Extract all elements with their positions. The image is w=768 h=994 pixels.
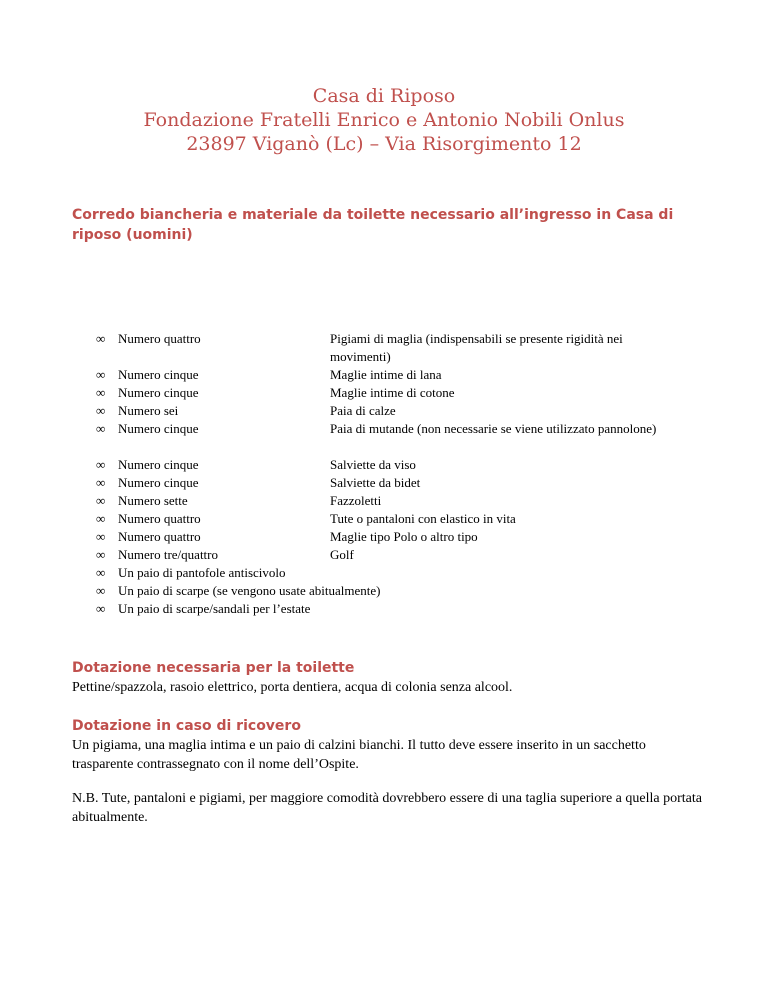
item-description: Salviette da viso xyxy=(330,457,416,472)
toilette-section-text: Pettine/spazzola, rasoio elettrico, porta dentiera, acqua di colonia senza alcool. xyxy=(72,680,513,695)
bullet-icon: ∞ xyxy=(96,457,106,472)
item-quantity: Un paio di scarpe/sandali per l’estate xyxy=(118,601,311,616)
item-description: Maglie tipo Polo o altro tipo xyxy=(330,529,478,544)
document-header xyxy=(0,84,768,156)
item-description: Maglie intime di cotone xyxy=(330,385,455,400)
bullet-icon: ∞ xyxy=(96,403,106,418)
list-item xyxy=(96,546,736,564)
list-item xyxy=(96,582,736,600)
item-quantity: Numero quattro xyxy=(118,511,201,526)
hospital-section-text: Un pigiama, una maglia intima e un paio di calzini bianchi. Il tutto deve essere inserito in un sacchetto trasparente contrassegnato con il nome dell’Ospite. xyxy=(72,738,646,772)
list-item xyxy=(96,492,736,510)
item-description: Salviette da bidet xyxy=(330,475,421,490)
header-line-3: 23897 Viganò (Lc) – Via Risorgimento 12 xyxy=(186,133,582,155)
bullet-icon: ∞ xyxy=(96,367,106,382)
list-item xyxy=(96,456,736,474)
list-item xyxy=(96,366,736,384)
list-item xyxy=(96,402,736,420)
item-quantity: Numero cinque xyxy=(118,457,199,472)
list-item xyxy=(96,420,736,456)
bullet-icon: ∞ xyxy=(96,421,106,436)
bullet-icon: ∞ xyxy=(96,385,106,400)
item-quantity: Numero cinque xyxy=(118,475,199,490)
bullet-icon: ∞ xyxy=(96,583,106,598)
items-list xyxy=(96,330,736,618)
list-item xyxy=(96,600,736,618)
list-item xyxy=(96,510,736,528)
list-item xyxy=(96,330,736,366)
note-text: N.B. Tute, pantaloni e pigiami, per maggiore comodità dovrebbero essere di una taglia superiore a quella portata abitualmente. xyxy=(72,791,702,825)
list-item xyxy=(96,564,736,582)
header-line-2: Fondazione Fratelli Enrico e Antonio Nobili Onlus xyxy=(143,109,625,131)
item-quantity: Numero cinque xyxy=(118,421,199,436)
hospital-section-title: Dotazione in caso di ricovero xyxy=(72,718,301,734)
item-quantity: Un paio di scarpe (se vengono usate abitualmente) xyxy=(118,583,381,598)
item-quantity: Numero sette xyxy=(118,493,188,508)
header-line-1: Casa di Riposo xyxy=(312,85,456,107)
item-quantity: Numero cinque xyxy=(118,385,199,400)
main-title: Corredo biancheria e materiale da toilette necessario all’ingresso in Casa di riposo (uomini) xyxy=(72,207,674,243)
list-item xyxy=(96,384,736,402)
item-description: Maglie intime di lana xyxy=(330,367,442,382)
bullet-icon: ∞ xyxy=(96,331,106,346)
item-description: Tute o pantaloni con elastico in vita xyxy=(330,511,516,526)
item-description: Paia di calze xyxy=(330,403,396,418)
list-item xyxy=(96,474,736,492)
list-item xyxy=(96,528,736,546)
bullet-icon: ∞ xyxy=(96,565,106,580)
item-description: Paia di mutande (non necessarie se viene utilizzato pannolone) xyxy=(330,421,657,436)
item-quantity: Numero quattro xyxy=(118,529,201,544)
toilette-section-title: Dotazione necessaria per la toilette xyxy=(72,660,355,676)
bullet-icon: ∞ xyxy=(96,529,106,544)
item-description: Pigiami di maglia (indispensabili se presente rigidità nei movimenti) xyxy=(330,331,623,364)
item-quantity: Un paio di pantofole antiscivolo xyxy=(118,565,286,580)
item-description: Golf xyxy=(330,547,354,562)
item-description: Fazzoletti xyxy=(330,493,382,508)
bullet-icon: ∞ xyxy=(96,493,106,508)
item-quantity: Numero tre/quattro xyxy=(118,547,218,562)
item-quantity: Numero sei xyxy=(118,403,179,418)
bullet-icon: ∞ xyxy=(96,601,106,616)
bullet-icon: ∞ xyxy=(96,475,106,490)
bullet-icon: ∞ xyxy=(96,511,106,526)
item-quantity: Numero cinque xyxy=(118,367,199,382)
item-quantity: Numero quattro xyxy=(118,331,201,346)
bullet-icon: ∞ xyxy=(96,547,106,562)
